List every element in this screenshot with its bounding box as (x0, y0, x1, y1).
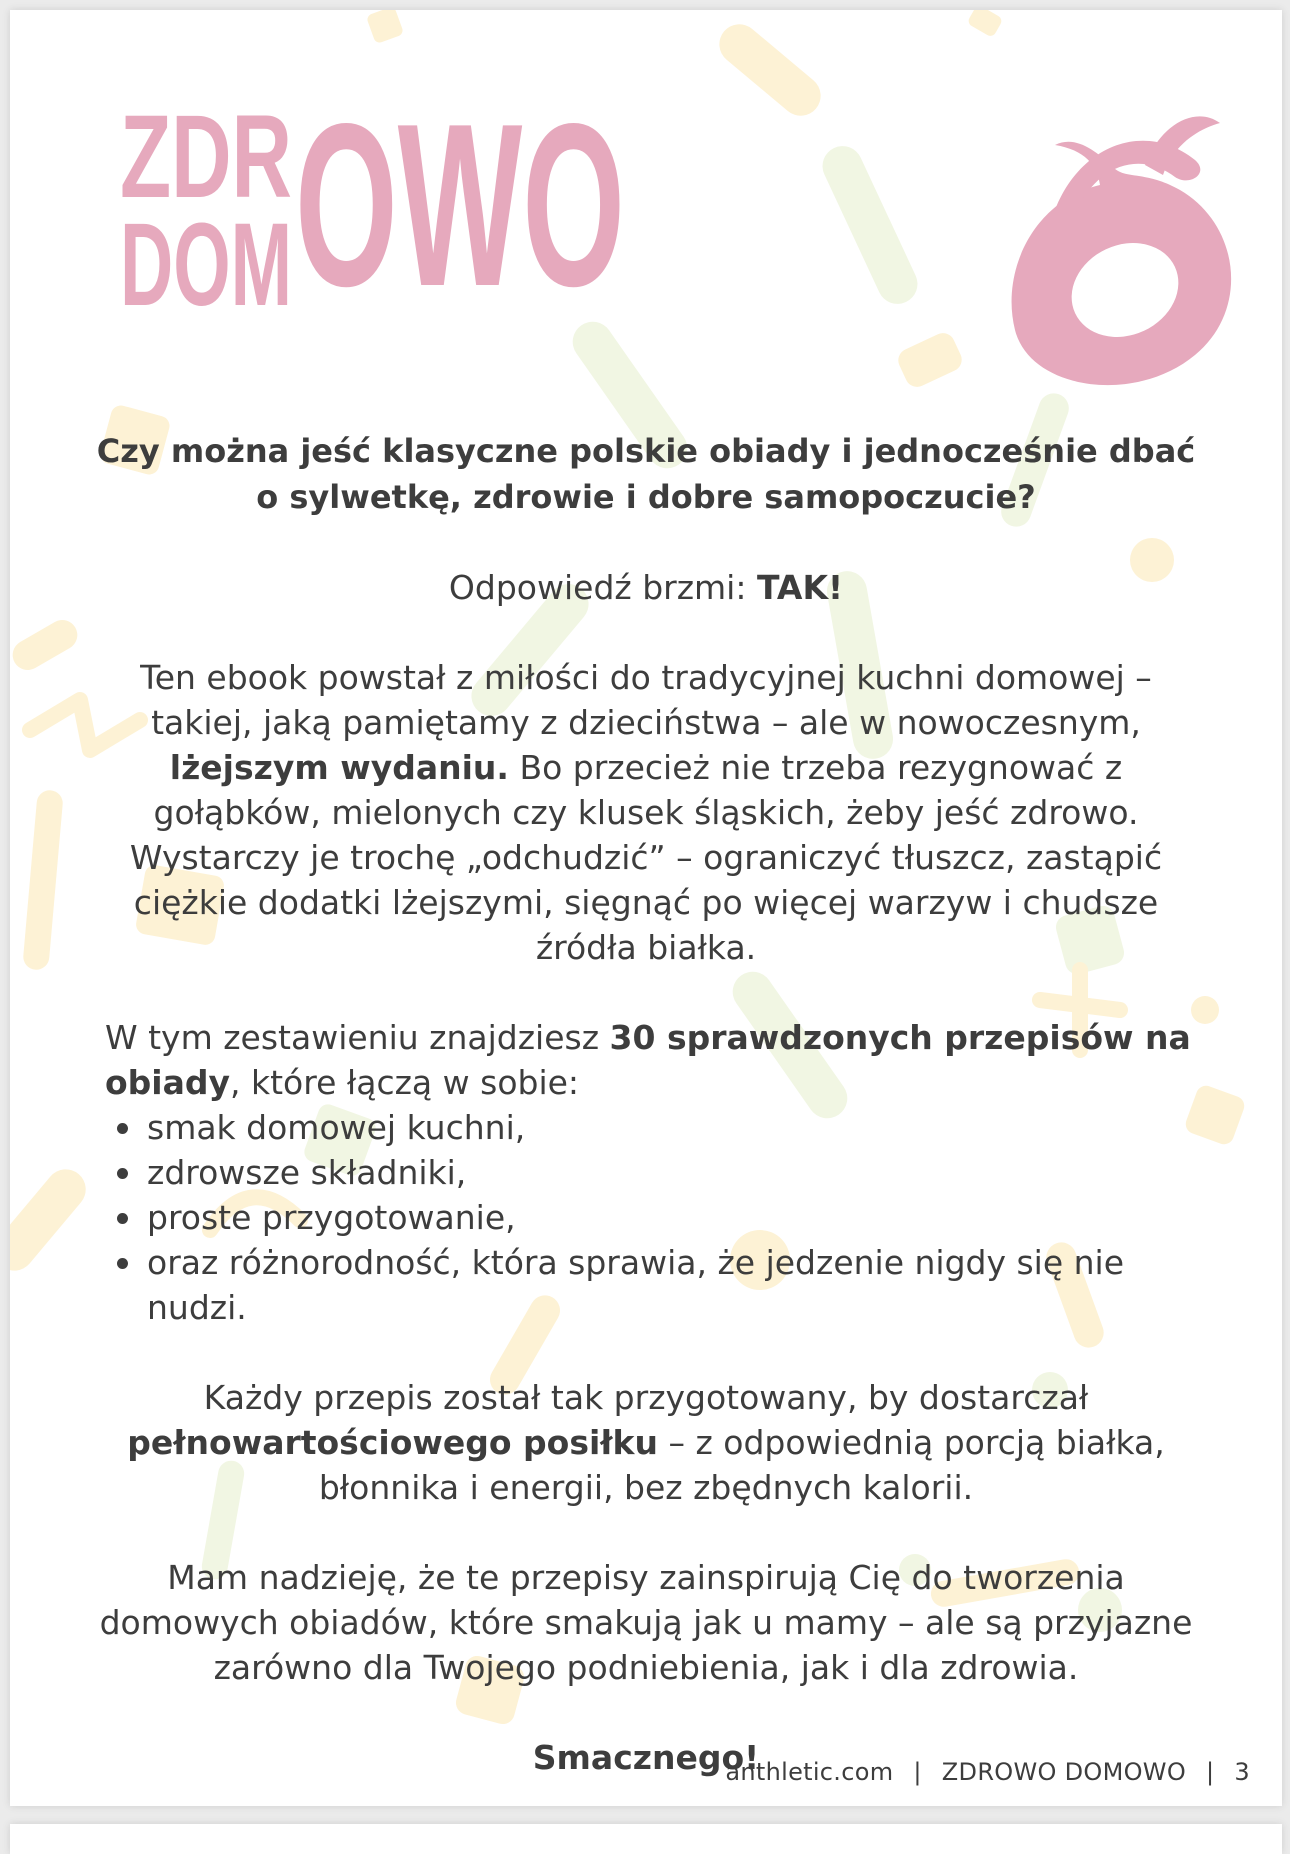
list-item: smak domowej kuchni, (147, 1105, 1202, 1150)
answer-prefix: Odpowiedź brzmi: (448, 568, 757, 607)
logo-wordmark (120, 105, 740, 365)
list-item: oraz różnorodność, która sprawia, że jedzenie nigdy się nie nudzi. (147, 1240, 1202, 1330)
footer-separator: | (1206, 1758, 1215, 1786)
intro-text-2: Bo przecież nie trzeba rezygnować z gołąbków, mielonych czy klusek śląskich, żeby jeść zdrowo. Wystarczy je trochę „odchudzić” – ograniczyć tłuszcz, zastąpić ciężkie dodatki lżejszymi, sięgnąć po więcej warzyw i chudsze źródła białka. (129, 748, 1163, 967)
summary-paragraph (90, 1015, 1202, 1105)
signoff-text: Smacznego! (532, 1738, 760, 1777)
logo-big-owo: OWO (295, 105, 625, 335)
page-content (90, 428, 1202, 1780)
footer-site: anthletic.com (725, 1758, 894, 1786)
zdrowo-domowo-logo (120, 105, 1230, 395)
logo-line-zdr: ZDR (120, 105, 292, 223)
list-item: zdrowsze składniki, (147, 1150, 1202, 1195)
benefits-list (90, 1105, 1202, 1330)
answer-bold: TAK! (756, 568, 844, 607)
footer-separator: | (913, 1758, 922, 1786)
intro-bold: lżejszym wydaniu. (169, 748, 509, 787)
summary-prefix: W tym zestawieniu znajdziesz (105, 1018, 610, 1057)
intro-paragraph (90, 655, 1202, 970)
intro-question: Czy można jeść klasyczne polskie obiady i jednocześnie dbać o sylwetkę, zdrowie i dobre samopoczucie? (96, 432, 1196, 516)
recipe-note-text-1: Każdy przepis został tak przygotowany, by dostarczał (203, 1378, 1089, 1417)
pink-swirl-drop-icon (995, 105, 1240, 390)
recipe-note-text-2: – z odpowiednią porcją białka, błonnika i energii, bez zbędnych kalorii. (318, 1423, 1165, 1507)
answer-line (90, 565, 1202, 610)
summary-bold: 30 sprawdzonych przepisów na obiady (105, 1018, 1191, 1102)
list-item: proste przygotowanie, (147, 1195, 1202, 1240)
recipe-note-paragraph (90, 1375, 1202, 1510)
next-page-edge (10, 1824, 1282, 1854)
summary-suffix: , które łączą w sobie: (230, 1063, 580, 1102)
footer-title: ZDROWO DOMOWO (941, 1758, 1187, 1786)
footer-page-number: 3 (1234, 1758, 1250, 1786)
intro-text-1: Ten ebook powstał z miłości do tradycyjnej kuchni domowej – takiej, jaką pamiętamy z dzieciństwa – ale w nowoczesnym, (140, 658, 1152, 742)
page-footer (725, 1758, 1250, 1786)
recipe-note-bold: pełnowartościowego posiłku (127, 1423, 658, 1462)
logo-line-dom: DOM (120, 199, 292, 331)
closing-paragraph: Mam nadzieję, że te przepisy zainspirują Cię do tworzenia domowych obiadów, które smakują jak u mamy – ale są przyjazne zarówno dla Twojego podniebienia, jak i dla zdrowia. (99, 1558, 1193, 1687)
ebook-page (10, 10, 1282, 1806)
